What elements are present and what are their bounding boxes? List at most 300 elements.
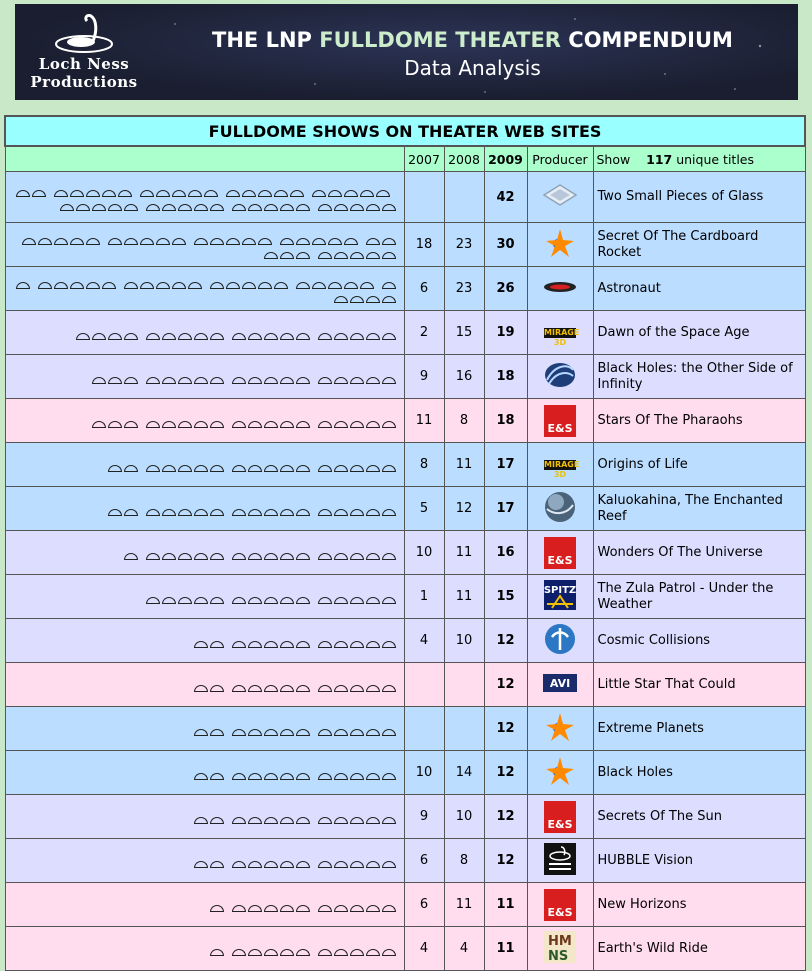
- dome-icon: [178, 597, 192, 604]
- header-show-label: Show: [596, 151, 631, 167]
- producer-cell[interactable]: [527, 575, 593, 619]
- dome-icon: [274, 282, 288, 289]
- count-2007: 6: [404, 883, 444, 927]
- dome-icon: [178, 465, 192, 472]
- dome-icon: [124, 282, 138, 289]
- producer-cell[interactable]: [527, 355, 593, 399]
- producer-cell[interactable]: [527, 795, 593, 839]
- dome-icon: [296, 421, 310, 428]
- count-2008: 11: [444, 575, 484, 619]
- dome-icon: [248, 729, 262, 736]
- show-title[interactable]: New Horizons: [593, 883, 805, 927]
- seal-logo[interactable]: [543, 184, 577, 210]
- show-title[interactable]: Wonders Of The Universe: [593, 531, 805, 575]
- producer-cell[interactable]: [527, 663, 593, 707]
- dome-icon: [242, 190, 256, 197]
- dome-icon: [350, 296, 364, 303]
- dome-icon: [264, 729, 278, 736]
- dome-icon: [334, 905, 348, 912]
- dome-icon: [344, 238, 358, 245]
- dome-icon: [124, 509, 138, 516]
- dome-bar: [5, 172, 404, 223]
- star-logo[interactable]: [545, 756, 575, 790]
- shows-table: [4, 115, 806, 971]
- dome-icon: [146, 333, 160, 340]
- dome-icon: [264, 773, 278, 780]
- count-2008: [444, 707, 484, 751]
- count-2008: 11: [444, 443, 484, 487]
- dome-icon: [334, 729, 348, 736]
- dome-icon: [210, 282, 224, 289]
- dome-icon: [296, 465, 310, 472]
- dome-icon: [194, 421, 208, 428]
- dome-icon: [334, 252, 348, 259]
- dome-icon: [366, 729, 380, 736]
- dome-icon: [264, 597, 278, 604]
- header-show[interactable]: [593, 146, 805, 172]
- producer-cell[interactable]: [527, 707, 593, 751]
- dome-icon: [226, 282, 240, 289]
- count-2008: 10: [444, 795, 484, 839]
- dome-icon: [102, 190, 116, 197]
- dome-icon: [210, 861, 224, 868]
- count-2009: 19: [484, 311, 527, 355]
- dome-icon: [210, 509, 224, 516]
- dome-icon: [194, 553, 208, 560]
- dome-icon: [178, 509, 192, 516]
- dome-icon: [280, 377, 294, 384]
- dome-icon: [92, 333, 106, 340]
- show-title[interactable]: Extreme Planets: [593, 707, 805, 751]
- dome-icon: [334, 817, 348, 824]
- dome-icon: [318, 509, 332, 516]
- dome-icon: [194, 509, 208, 516]
- dome-bar-glyphs: [194, 722, 398, 736]
- producer-cell[interactable]: [527, 172, 593, 223]
- title-suffix: COMPENDIUM: [560, 28, 733, 52]
- dome-icon: [232, 641, 246, 648]
- dome-icon: [366, 252, 380, 259]
- dome-icon: [264, 861, 278, 868]
- dome-icon: [334, 949, 348, 956]
- dome-icon: [296, 238, 310, 245]
- dome-icon: [382, 553, 396, 560]
- dome-icon: [296, 685, 310, 692]
- count-2007: 5: [404, 487, 444, 531]
- dome-icon: [194, 641, 208, 648]
- dome-icon: [318, 421, 332, 428]
- dome-bar-glyphs: [194, 854, 398, 868]
- dome-icon: [232, 204, 246, 211]
- dome-icon: [146, 421, 160, 428]
- header-2007[interactable]: 2007: [404, 146, 444, 172]
- dome-icon: [334, 509, 348, 516]
- table-row: [5, 707, 805, 751]
- dome-icon: [318, 817, 332, 824]
- dome-icon: [118, 190, 132, 197]
- dome-icon: [334, 773, 348, 780]
- dome-icon: [296, 509, 310, 516]
- svg-text:AVI: AVI: [549, 676, 571, 690]
- dome-icon: [194, 204, 208, 211]
- saucer-logo[interactable]: [543, 280, 577, 298]
- dome-bar: [5, 927, 404, 971]
- dome-icon: [210, 905, 224, 912]
- producer-cell[interactable]: [527, 751, 593, 795]
- count-2009: 12: [484, 707, 527, 751]
- nessie-icon: [53, 12, 115, 56]
- dome-icon: [108, 421, 122, 428]
- dome-icon: [264, 421, 278, 428]
- dome-icon: [382, 509, 396, 516]
- dome-icon: [290, 190, 304, 197]
- show-title[interactable]: Secrets Of The Sun: [593, 795, 805, 839]
- dome-icon: [366, 421, 380, 428]
- dome-icon: [248, 597, 262, 604]
- star-logo[interactable]: [545, 712, 575, 746]
- dome-icon: [156, 282, 170, 289]
- dome-icon: [162, 333, 176, 340]
- show-title[interactable]: Secret Of The Cardboard Rocket: [593, 223, 805, 267]
- dome-icon: [360, 190, 374, 197]
- dome-icon: [366, 465, 380, 472]
- dome-bar: [5, 619, 404, 663]
- dome-icon: [280, 465, 294, 472]
- dome-icon: [226, 238, 240, 245]
- dome-icon: [296, 377, 310, 384]
- avi-logo[interactable]: [543, 674, 577, 696]
- dome-icon: [146, 465, 160, 472]
- dome-icon: [366, 949, 380, 956]
- producer-cell[interactable]: [527, 531, 593, 575]
- dome-icon: [318, 773, 332, 780]
- show-title[interactable]: Kaluokahina, The Enchanted Reef: [593, 487, 805, 531]
- header-producer[interactable]: Producer: [527, 146, 593, 172]
- header-2009[interactable]: 2009: [484, 146, 527, 172]
- es-logo[interactable]: E&S: [544, 889, 576, 921]
- dome-bar: [5, 443, 404, 487]
- dome-icon: [54, 238, 68, 245]
- dome-icon: [162, 421, 176, 428]
- dome-icon: [264, 509, 278, 516]
- dome-icon: [248, 377, 262, 384]
- table-row: [5, 223, 805, 267]
- dome-icon: [248, 509, 262, 516]
- dome-icon: [248, 949, 262, 956]
- dome-icon: [382, 905, 396, 912]
- producer-cell[interactable]: [527, 883, 593, 927]
- dome-icon: [232, 729, 246, 736]
- producer-cell[interactable]: [527, 267, 593, 311]
- dome-icon: [334, 641, 348, 648]
- count-2008: 10: [444, 619, 484, 663]
- show-title[interactable]: Black Holes: the Other Side of Infinity: [593, 355, 805, 399]
- count-2008: 23: [444, 223, 484, 267]
- dome-icon: [350, 773, 364, 780]
- header-dome-bars: [5, 146, 404, 172]
- count-2008: 11: [444, 531, 484, 575]
- dome-icon: [350, 597, 364, 604]
- count-2009: 18: [484, 355, 527, 399]
- dome-icon: [124, 333, 138, 340]
- dome-icon: [38, 238, 52, 245]
- dome-icon: [92, 421, 106, 428]
- show-title[interactable]: Origins of Life: [593, 443, 805, 487]
- dome-icon: [146, 204, 160, 211]
- show-title[interactable]: Black Holes: [593, 751, 805, 795]
- dome-icon: [210, 773, 224, 780]
- dome-bar: [5, 839, 404, 883]
- dome-icon: [264, 905, 278, 912]
- dome-icon: [86, 238, 100, 245]
- producer-cell[interactable]: [527, 443, 593, 487]
- dome-icon: [382, 641, 396, 648]
- dome-icon: [194, 465, 208, 472]
- dome-bar-glyphs: [210, 942, 398, 956]
- dome-icon: [124, 377, 138, 384]
- dome-icon: [70, 190, 84, 197]
- dome-icon: [194, 817, 208, 824]
- dome-icon: [124, 238, 138, 245]
- dome-icon: [296, 949, 310, 956]
- dome-bar: [5, 663, 404, 707]
- count-2008: 11: [444, 883, 484, 927]
- count-2007: [404, 663, 444, 707]
- dome-icon: [232, 553, 246, 560]
- dome-icon: [194, 685, 208, 692]
- dome-icon: [280, 905, 294, 912]
- shows-table-container: [4, 115, 804, 971]
- count-2007: 4: [404, 927, 444, 971]
- dome-bar: [5, 575, 404, 619]
- dome-icon: [366, 597, 380, 604]
- dome-icon: [210, 553, 224, 560]
- dome-icon: [382, 238, 396, 245]
- dome-icon: [334, 296, 348, 303]
- title-prefix: THE LNP: [212, 28, 320, 52]
- dome-icon: [382, 949, 396, 956]
- show-title[interactable]: Two Small Pieces of Glass: [593, 172, 805, 223]
- dome-icon: [280, 641, 294, 648]
- dome-icon: [140, 282, 154, 289]
- show-title[interactable]: Earth's Wild Ride: [593, 927, 805, 971]
- producer-cell[interactable]: [527, 927, 593, 971]
- dome-icon: [382, 252, 396, 259]
- dome-icon: [350, 204, 364, 211]
- dome-bar: [5, 355, 404, 399]
- dome-icon: [264, 553, 278, 560]
- dome-icon: [146, 377, 160, 384]
- dome-icon: [162, 597, 176, 604]
- show-title[interactable]: Astronaut: [593, 267, 805, 311]
- dome-icon: [280, 509, 294, 516]
- producer-cell[interactable]: [527, 619, 593, 663]
- mirage3d-logo[interactable]: MIRAGE 3D: [544, 459, 580, 479]
- dome-icon: [280, 597, 294, 604]
- count-2008: 15: [444, 311, 484, 355]
- dome-icon: [162, 204, 176, 211]
- dome-icon: [188, 190, 202, 197]
- dome-icon: [162, 465, 176, 472]
- dome-bar-glyphs: [124, 546, 398, 560]
- dome-icon: [350, 905, 364, 912]
- dome-icon: [296, 553, 310, 560]
- svg-text:NS: NS: [548, 948, 569, 963]
- unique-titles-count: 117: [646, 151, 673, 167]
- dome-icon: [366, 238, 380, 245]
- dome-icon: [382, 204, 396, 211]
- dome-icon: [334, 685, 348, 692]
- dome-icon: [92, 377, 106, 384]
- mirage3d-logo[interactable]: MIRAGE 3D: [544, 327, 580, 347]
- dome-icon: [108, 465, 122, 472]
- dome-icon: [248, 553, 262, 560]
- table-row: [5, 795, 805, 839]
- dome-bar-glyphs: [108, 502, 398, 516]
- dome-icon: [312, 190, 326, 197]
- dome-icon: [210, 377, 224, 384]
- dome-icon: [76, 204, 90, 211]
- dome-bar: [5, 751, 404, 795]
- lnp-logo[interactable]: [544, 843, 576, 879]
- dome-icon: [382, 817, 396, 824]
- dome-icon: [226, 190, 240, 197]
- dome-icon: [248, 905, 262, 912]
- dome-icon: [350, 685, 364, 692]
- count-2009: 16: [484, 531, 527, 575]
- show-title[interactable]: Cosmic Collisions: [593, 619, 805, 663]
- dome-icon: [210, 238, 224, 245]
- dome-icon: [318, 861, 332, 868]
- count-2007: 1: [404, 575, 444, 619]
- globe-logo[interactable]: [544, 491, 576, 527]
- dome-icon: [280, 333, 294, 340]
- table-row: [5, 355, 805, 399]
- dome-icon: [264, 333, 278, 340]
- dome-bar: [5, 707, 404, 751]
- es-logo[interactable]: E&S: [544, 405, 576, 437]
- dome-icon: [318, 597, 332, 604]
- dome-icon: [108, 333, 122, 340]
- unique-titles-label: unique titles: [672, 151, 754, 167]
- dome-icon: [194, 597, 208, 604]
- dome-bar-glyphs: [194, 766, 398, 780]
- show-title[interactable]: HUBBLE Vision: [593, 839, 805, 883]
- dome-icon: [350, 641, 364, 648]
- dome-icon: [54, 190, 68, 197]
- dome-icon: [296, 333, 310, 340]
- count-2009: 12: [484, 839, 527, 883]
- dome-icon: [16, 190, 30, 197]
- table-row: [5, 927, 805, 971]
- dome-icon: [318, 377, 332, 384]
- dome-bar-glyphs: [210, 898, 398, 912]
- dome-icon: [108, 377, 122, 384]
- dome-icon: [70, 282, 84, 289]
- dome-icon: [318, 465, 332, 472]
- table-row: [5, 839, 805, 883]
- dome-icon: [248, 465, 262, 472]
- dome-icon: [312, 282, 326, 289]
- dome-icon: [102, 282, 116, 289]
- dome-icon: [350, 817, 364, 824]
- count-2009: 12: [484, 619, 527, 663]
- dome-icon: [318, 729, 332, 736]
- spitz-logo[interactable]: [544, 580, 576, 614]
- es-logo[interactable]: E&S: [544, 537, 576, 569]
- hmns-logo[interactable]: [544, 931, 576, 967]
- table-row: [5, 751, 805, 795]
- dome-icon: [366, 204, 380, 211]
- dome-bar: [5, 531, 404, 575]
- dome-icon: [382, 597, 396, 604]
- dome-icon: [280, 553, 294, 560]
- dome-icon: [76, 333, 90, 340]
- dome-icon: [194, 333, 208, 340]
- es-logo[interactable]: E&S: [544, 801, 576, 833]
- table-row: [5, 575, 805, 619]
- dome-icon: [296, 641, 310, 648]
- producer-cell[interactable]: [527, 839, 593, 883]
- dome-icon: [366, 333, 380, 340]
- dome-icon: [178, 421, 192, 428]
- show-title[interactable]: Dawn of the Space Age: [593, 311, 805, 355]
- table-row: [5, 487, 805, 531]
- dome-icon: [318, 949, 332, 956]
- header-2008[interactable]: 2008: [444, 146, 484, 172]
- telescope-logo[interactable]: [544, 623, 576, 659]
- dome-icon: [248, 421, 262, 428]
- dome-icon: [318, 204, 332, 211]
- producer-cell[interactable]: [527, 487, 593, 531]
- dome-icon: [194, 861, 208, 868]
- show-title[interactable]: Little Star That Could: [593, 663, 805, 707]
- count-2007: 6: [404, 839, 444, 883]
- dome-icon: [366, 509, 380, 516]
- dome-icon: [318, 252, 332, 259]
- dome-bar-glyphs: [194, 810, 398, 824]
- dome-icon: [334, 421, 348, 428]
- dome-icon: [264, 465, 278, 472]
- count-2008: 8: [444, 839, 484, 883]
- dome-icon: [232, 685, 246, 692]
- dome-icon: [248, 773, 262, 780]
- lnp-logo[interactable]: [25, 12, 143, 94]
- dome-icon: [296, 204, 310, 211]
- dome-icon: [146, 553, 160, 560]
- spiral-logo[interactable]: [543, 360, 577, 394]
- table-row: [5, 267, 805, 311]
- count-2007: 6: [404, 267, 444, 311]
- dome-icon: [178, 553, 192, 560]
- producer-cell[interactable]: [527, 311, 593, 355]
- producer-cell[interactable]: [527, 399, 593, 443]
- dome-icon: [188, 282, 202, 289]
- dome-icon: [232, 861, 246, 868]
- page-subtitle: Data Analysis: [404, 56, 541, 80]
- producer-cell[interactable]: [527, 223, 593, 267]
- dome-icon: [232, 421, 246, 428]
- dome-icon: [312, 238, 326, 245]
- show-title[interactable]: The Zula Patrol - Under the Weather: [593, 575, 805, 619]
- dome-icon: [280, 252, 294, 259]
- dome-icon: [366, 641, 380, 648]
- dome-icon: [162, 509, 176, 516]
- star-logo[interactable]: [545, 228, 575, 262]
- dome-icon: [210, 597, 224, 604]
- count-2009: 26: [484, 267, 527, 311]
- show-title[interactable]: Stars Of The Pharaohs: [593, 399, 805, 443]
